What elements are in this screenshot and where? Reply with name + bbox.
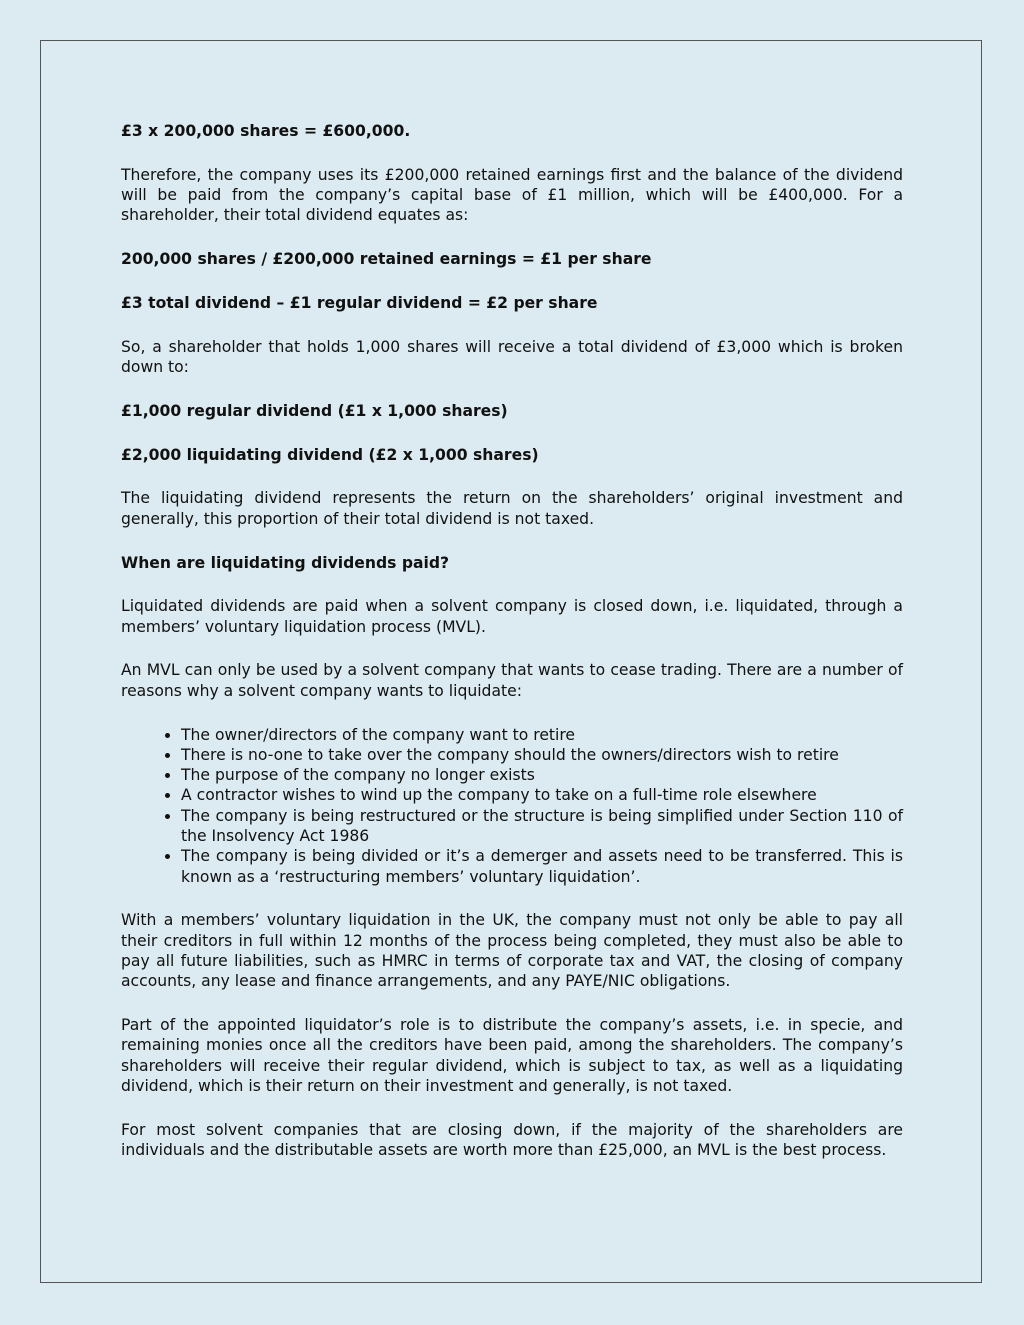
paragraph-mvl-intro: Liquidated dividends are paid when a solvent company is closed down, i.e. liquidated, through a members’ voluntary liquidation process (MVL). — [121, 597, 903, 636]
list-item: • The company is being divided or it’s a demerger and assets need to be transferred. This is known as a ‘restructuring members’ voluntary liquidation’. — [181, 846, 903, 887]
calculation-heading: £3 x 200,000 shares = £600,000. — [121, 122, 411, 140]
list-item: • There is no-one to take over the company should the owners/directors wish to retire — [181, 745, 903, 765]
reasons-list — [121, 725, 903, 887]
paragraph-liquidator-role: Part of the appointed liquidator’s role is to distribute the company’s assets, i.e. in specie, and remaining monies once all the creditors have been paid, among the shareholders. The company’s shareholders will receive their regular dividend, which is subject to tax, as well as a liquidating dividend, which is their return on their investment and generally, is not taxed. — [121, 1016, 903, 1095]
liquidating-per-share-calculation: £3 total dividend – £1 regular dividend = £2 per share — [121, 293, 598, 312]
per-share-calculation: 200,000 shares / £200,000 retained earnings = £1 per share — [121, 250, 652, 269]
paragraph-liquidating-dividend: The liquidating dividend represents the return on the shareholders’ original investment and generally, this proportion of their total dividend is not taxed. — [121, 489, 903, 528]
list-item: • The company is being restructured or the structure is being simplified under Section 110 of the Insolvency Act 1986 — [181, 806, 903, 847]
paragraph-mvl-requirements: With a members’ voluntary liquidation in the UK, the company must not only be able to pay all their creditors in full within 12 months of the process being completed, they must also be able to pay all future liabilities, such as HMRC in terms of corporate tax and VAT, the closing of company accounts, any lease and finance arrangements, and any PAYE/NIC obligations. — [121, 911, 903, 991]
paragraph-conclusion: For most solvent companies that are closing down, if the majority of the shareholders are individuals and the distributable assets are worth more than £25,000, an MVL is the best process. — [121, 1120, 903, 1160]
paragraph-shareholder-example: So, a shareholder that holds 1,000 shares will receive a total dividend of £3,000 which is broken down to: — [121, 337, 903, 377]
regular-dividend-line: £1,000 regular dividend (£1 x 1,000 shares) — [121, 401, 508, 420]
list-item: • A contractor wishes to wind up the company to take on a full-time role elsewhere — [181, 785, 903, 805]
document-page — [40, 40, 982, 1283]
paragraph-reasons-intro: An MVL can only be used by a solvent company that wants to cease trading. There are a number of reasons why a solvent company wants to liquidate: — [121, 661, 903, 700]
paragraph-retained-earnings: Therefore, the company uses its £200,000 retained earnings first and the balance of the dividend will be paid from the company’s capital base of £1 million, which will be £400,000. For a shareholder, their total dividend equates as: — [121, 165, 903, 225]
section-heading-when-paid: When are liquidating dividends paid? — [121, 553, 450, 572]
document-body — [121, 121, 903, 1184]
list-item: • The owner/directors of the company want to retire — [181, 725, 903, 745]
liquidating-dividend-line: £2,000 liquidating dividend (£2 x 1,000 shares) — [121, 445, 539, 464]
list-item: • The purpose of the company no longer exists — [181, 765, 903, 785]
